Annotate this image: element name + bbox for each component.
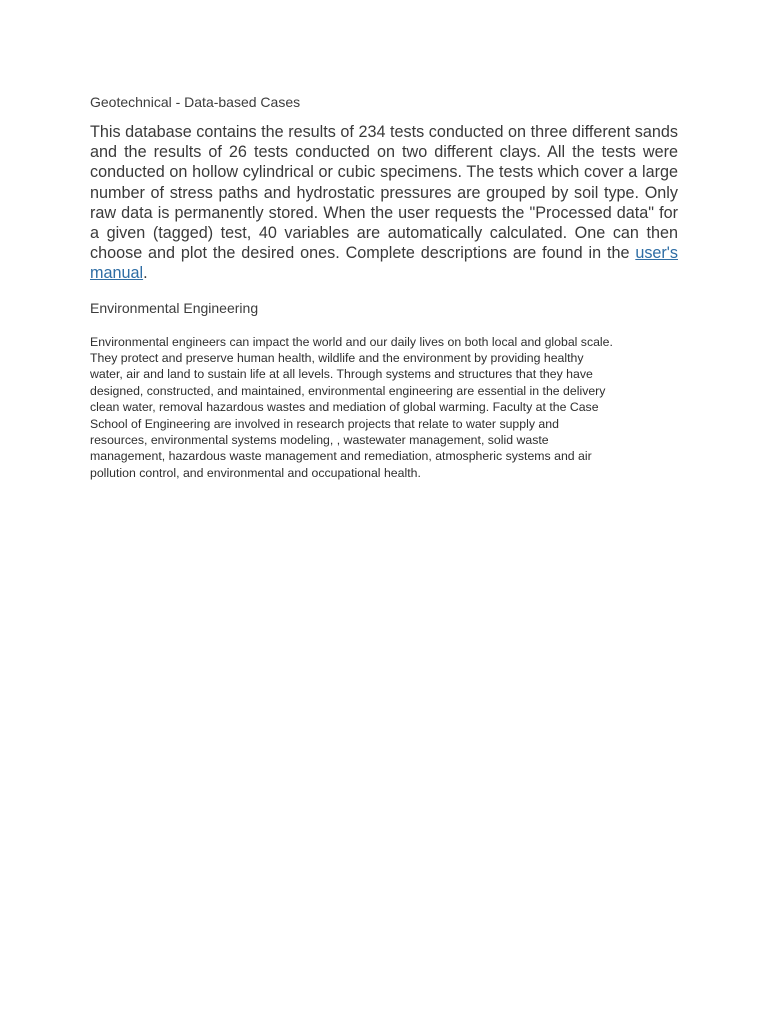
environmental-heading: Environmental Engineering bbox=[90, 299, 259, 316]
geotechnical-heading: Geotechnical - Data-based Cases bbox=[90, 94, 301, 110]
document-page bbox=[90, 92, 678, 481]
environmental-paragraph: Environmental engineers can impact the world and our daily lives on both local and global scale. They protect and preserve human health, wildlife and the environment by providing healthy water, air and land to sustain life at all levels. Through systems and structures that they have designed, constructed, and maintained, environmental engineering are essential in the delivery clean water, removal hazardous wastes and mediation of global warming. Faculty at the Case School of Engineering are involved in research projects that relate to water supply and resources, environmental systems modeling, , wastewater management, solid waste management, hazardous waste management and remediation, atmospheric systems and air pollution control, and environmental and occupational health. bbox=[90, 334, 613, 480]
geotechnical-paragraph bbox=[90, 122, 678, 284]
users-manual-link[interactable]: user's manual bbox=[90, 244, 678, 283]
geotechnical-body-text: This database contains the results of 234 tests conducted on three different sands and the results of 26 tests conducted on two different clays. All the tests were conducted on hollow cylindrical or cubic specimens. The tests which cover a large number of stress paths and hydrostatic pressures are grouped by soil type. Only raw data is permanently stored. When the user requests the "Processed data" for a given (tagged) test, 40 variables are automatically calculated. One can then choose and plot the desired ones. Complete descriptions are found in the bbox=[90, 123, 678, 263]
geotechnical-trailing-period: . bbox=[143, 264, 148, 283]
